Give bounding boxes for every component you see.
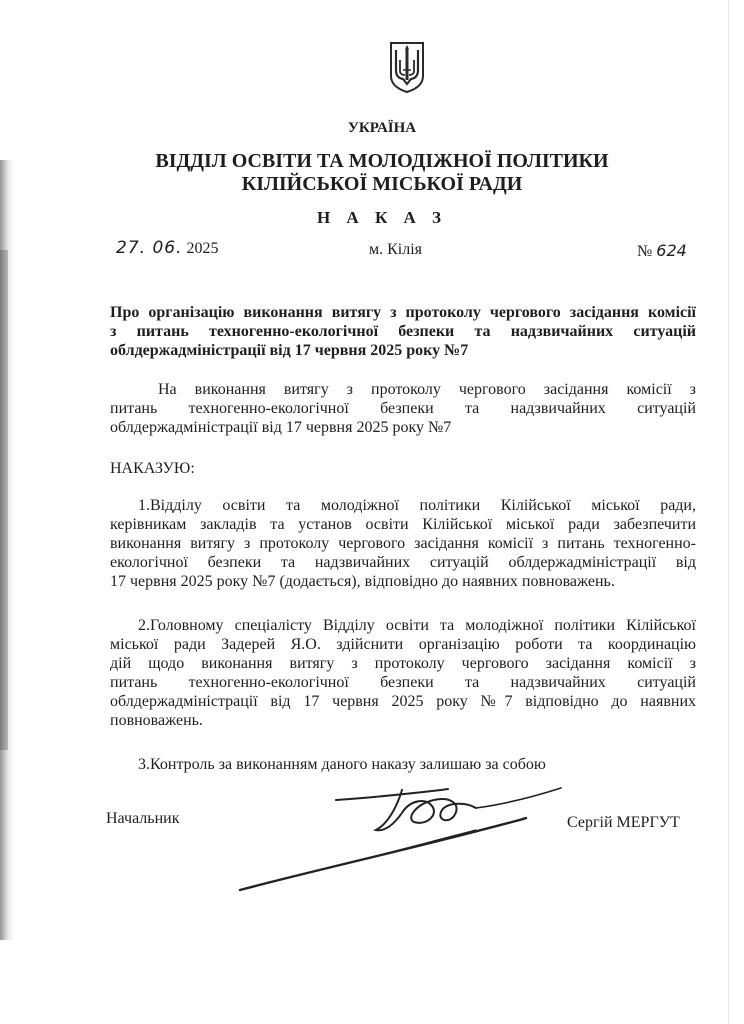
- handwritten-signature: [236, 760, 596, 900]
- order-place: м. Кілія: [369, 241, 423, 258]
- department-title-line: ВІДДІЛ ОСВІТИ ТА МОЛОДІЖНОЇ ПОЛІТИКИ: [155, 150, 609, 172]
- scan-shadow-strip: [0, 250, 8, 750]
- paragraph-line: виконання витягу з протоколу чергового засідання комісії з питань техногенно-: [110, 535, 696, 552]
- department-title-line: КІЛІЙСЬКОЇ МІСЬКОЇ РАДИ: [241, 173, 523, 195]
- subject-line: з питань техногенно-екологічної безпеки та надзвичайних ситуацій: [110, 323, 696, 340]
- order-subject: [110, 303, 696, 360]
- subject-line: Про організацію виконання витягу з протоколу чергового засідання комісії: [110, 304, 696, 321]
- paragraph-line: 17 червня 2025 року №7 (додається), відповідно до наявних повноважень.: [110, 573, 615, 590]
- order-item-2: [110, 616, 696, 730]
- paragraph-line: питань техногенно-екологічної безпеки та надзвичайних ситуацій: [110, 674, 696, 691]
- subject-line: облдержадміністрації від 17 червня 2025 року №7: [110, 342, 469, 359]
- number-prefix: №: [637, 243, 653, 260]
- paragraph-line: На виконання витягу з протоколу чергового засідання комісії з: [158, 381, 696, 398]
- paragraph-line: екологічної безпеки та надзвичайних ситуацій облдержадміністрації від: [110, 554, 696, 571]
- date-year: 2025: [182, 240, 219, 257]
- intro-paragraph: [110, 380, 696, 437]
- document-type: Н А К А З: [316, 208, 448, 227]
- paragraph-line: 3.Контроль за виконанням даного наказу залишаю за собою: [138, 756, 546, 773]
- department-title: [10, 150, 744, 196]
- order-item-1: [110, 496, 696, 591]
- paragraph-line: питань техногенно-екологічної безпеки та надзвичайних ситуацій: [110, 400, 696, 417]
- paragraph-line: 1.Відділу освіти та молодіжної політики Кілійської міської ради,: [138, 497, 696, 514]
- paragraph-line: облдержадміністрації від 17 червня 2025 року №7: [110, 419, 452, 436]
- paragraph-line: дій щодо виконання витягу з протоколу чергового засідання комісії з: [110, 655, 696, 672]
- coat-of-arms-trident-icon: [388, 40, 426, 94]
- handwritten-date: 27. 06.: [116, 238, 183, 258]
- paragraph-line: облдержадміністрації від 17 червня 2025 року №7 відповідно до наявних: [110, 693, 696, 710]
- order-word: НАКАЗУЮ:: [110, 460, 195, 477]
- country-title: УКРАЇНА: [347, 120, 417, 136]
- paragraph-line: повноважень.: [110, 712, 203, 729]
- paragraph-line: 2.Головному спеціалісту Відділу освіти та молодіжної політики Кілійської: [138, 617, 696, 634]
- paragraph-line: міської ради Задерей Я.О. здійснити організацію роботи та координацію: [110, 636, 696, 653]
- signatory-name: Сергій МЕРГУТ: [567, 814, 680, 831]
- order-date: [116, 238, 218, 258]
- paragraph-line: керівникам закладів та установ освіти Кілійської міської ради забезпечити: [110, 516, 696, 533]
- handwritten-number: 624: [656, 241, 687, 260]
- order-number: [637, 241, 687, 261]
- signatory-title: Начальник: [106, 810, 180, 827]
